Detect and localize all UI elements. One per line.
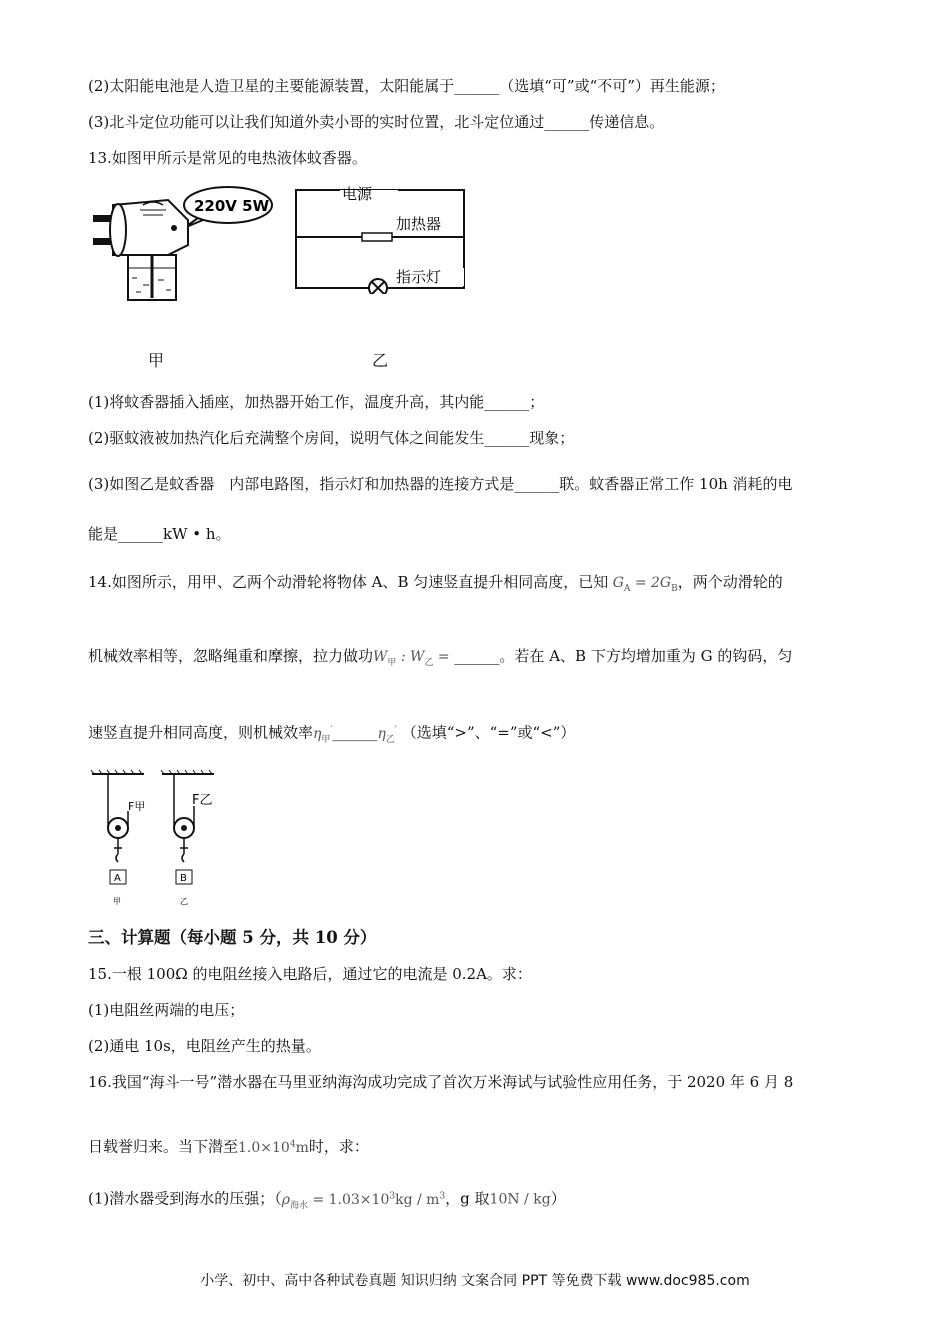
pulley-caption-yi: 乙 — [180, 897, 188, 906]
q16-part1: (1)潜水器受到海水的压强；（$\rho_{海水} = 1.03\times 10^3kg / m^3$，g 取10N / kg） — [88, 1189, 566, 1211]
formula-work-ratio: $W_甲$ : $W_乙$ = — [373, 649, 450, 668]
formula-eta-yi: $\eta_乙'$ — [377, 725, 397, 745]
q13-part3-cont: 能是______kW • h。 — [88, 525, 231, 543]
formula-ga-eq-2gb: $G_A = 2G_B$ — [612, 575, 678, 594]
page-footer: 小学、初中、高中各种试卷真题 知识归纳 文案合同 PPT 等免费下载 www.doc985.com — [200, 1273, 750, 1289]
q13-stem: 13.如图甲所示是常见的电热液体蚊香器。 — [88, 149, 367, 167]
rating-label: 220V 5W — [194, 197, 270, 215]
formula-eta-jia: $\eta_甲'$ — [313, 725, 333, 745]
force-yi-label: F乙 — [192, 793, 213, 808]
block-b-label: B — [180, 873, 187, 884]
figure-13-caption-yi: 乙 — [372, 351, 389, 370]
section-3-heading: 三、计算题（每小题 5 分，共 10 分） — [88, 928, 377, 947]
formula-seawater-density: $\rho_{海水} = 1.03\times 10^3kg / m^3$ — [281, 1191, 446, 1211]
q16-stem-line1: 16.我国“海斗一号”潜水器在马里亚纳海沟成功完成了首次万米海试与试验性应用任务，于 2020 年 6 月 8 — [88, 1073, 794, 1091]
figure-13-caption-jia: 甲 — [148, 351, 165, 370]
q12-part3: (3)北斗定位功能可以让我们知道外卖小哥的实时位置，北斗定位通过______传递信息。 — [88, 113, 665, 131]
q15-part1: (1)电阻丝两端的电压； — [88, 1001, 245, 1019]
pulley-caption-jia: 甲 — [113, 897, 121, 906]
figure-13-yi-circuit — [290, 182, 470, 294]
formula-g-value: 10N / kg — [489, 1191, 551, 1208]
q13-part1: (1)将蚊香器插入插座，加热器开始工作，温度升高，其内能______； — [88, 393, 545, 411]
power-source-label: 电源 — [342, 185, 373, 203]
block-a-label: A — [114, 873, 121, 884]
q13-part2: (2)驱蚊液被加热汽化后充满整个房间，说明气体之间能发生______现象； — [88, 429, 575, 447]
q16-stem-line2: 日载誉归来。当下潜至$1.0\times 10^4m$时，求： — [88, 1137, 369, 1156]
formula-depth: $1.0\times 10^4m$ — [238, 1139, 309, 1156]
q15-stem: 15.一根 100Ω 的电阻丝接入电路后，通过它的电流是 0.2A。求： — [88, 965, 532, 983]
force-jia-label: F甲 — [128, 800, 146, 813]
figure-13-jia — [88, 180, 288, 310]
q12-part2: (2)太阳能电池是人造卫星的主要能源装置，太阳能属于______（选填“可”或“不可”）再生能源； — [88, 77, 725, 95]
indicator-lamp-label: 指示灯 — [396, 268, 442, 286]
heater-label: 加热器 — [396, 215, 442, 233]
q13-part3: (3)如图乙是蚊香器 内部电路图，指示灯和加热器的连接方式是______联。蚊香器正常工作 10h 消耗的电 — [88, 475, 793, 493]
q14-stem-line1: 14.如图所示，用甲、乙两个动滑轮将物体 A、B 匀速竖直提升相同高度，已知 $G_A = 2G_B$，两个动滑轮的 — [88, 573, 783, 594]
q14-stem-line2: 机械效率相等，忽略绳重和摩擦，拉力做功$W_甲$ : $W_乙$ = ______。若在 A、B 下方均增加重为 G 的钩码，匀 — [88, 647, 793, 668]
q15-part2: (2)通电 10s，电阻丝产生的热量。 — [88, 1037, 321, 1055]
q14-stem-line3: 速竖直提升相同高度，则机械效率$\eta_甲'\_\_\_\_\_\_\eta_乙'$ （选填“>”、“=”或“<”） — [88, 723, 576, 745]
figure-14-pulleys — [88, 766, 228, 916]
